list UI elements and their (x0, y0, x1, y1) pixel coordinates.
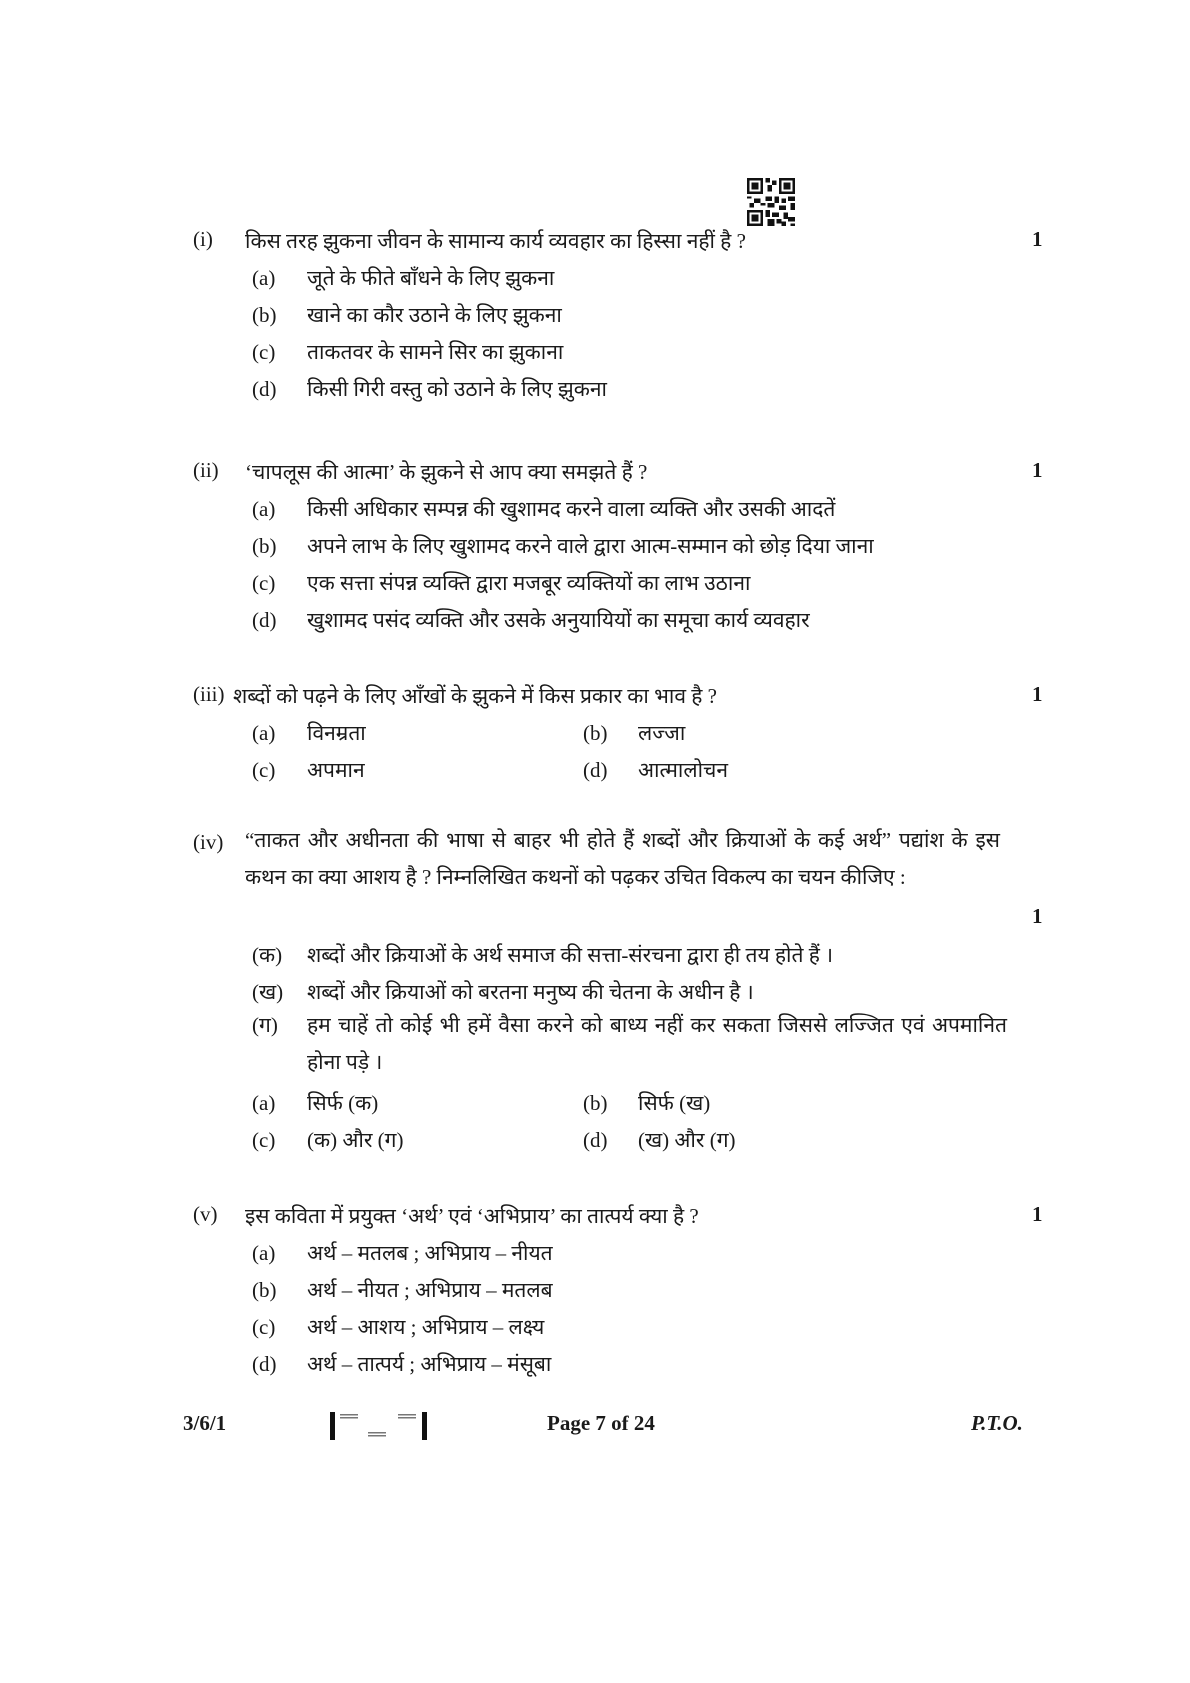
option-text: अर्थ – मतलब ; अभिप्राय – नीयत (307, 1241, 553, 1265)
marks: 1 (1032, 904, 1043, 928)
option-c (252, 1126, 404, 1154)
question-text: शब्दों को पढ़ने के लिए आँखों के झुकने में किस प्रकार का भाव है ? (233, 684, 717, 708)
statement-ga (252, 1007, 1007, 1081)
option-label: (c) (252, 1315, 276, 1339)
option-b (583, 719, 685, 747)
option-text: सिर्फ (ख) (638, 1091, 711, 1115)
option-c (252, 1313, 544, 1341)
question-number: (iii) (193, 682, 225, 706)
option-label: (a) (252, 497, 276, 521)
option-text: जूते के फीते बाँधने के लिए झुकना (307, 266, 555, 290)
option-label: (b) (252, 303, 277, 327)
option-text: खुशामद पसंद व्यक्ति और उसके अनुयायियों का समूचा कार्य व्यवहार (307, 608, 810, 632)
option-text: अपने लाभ के लिए खुशामद करने वाले द्वारा आत्म-सम्मान को छोड़ दिया जाना (307, 534, 874, 558)
option-label: (b) (583, 1091, 608, 1115)
option-a (252, 1089, 378, 1117)
question-text: ‘चापलूस की आत्मा’ के झुकने से आप क्या समझते हैं ? (245, 460, 648, 484)
option-a (252, 264, 554, 292)
option-label: (a) (252, 1091, 276, 1115)
marks: 1 (1032, 682, 1043, 706)
option-text: खाने का कौर उठाने के लिए झुकना (307, 303, 562, 327)
option-d (252, 1350, 551, 1378)
option-label: (b) (583, 721, 608, 745)
marks: 1 (1032, 1202, 1043, 1226)
option-text: अपमान (307, 758, 365, 782)
qr-code-icon (747, 178, 795, 226)
statement-kha (252, 978, 754, 1006)
option-b (252, 1276, 553, 1304)
option-label: (d) (252, 608, 277, 632)
option-label: (b) (252, 534, 277, 558)
option-text: लज्जा (638, 721, 686, 745)
option-b (252, 301, 562, 329)
option-text: (ख) और (ग) (638, 1128, 736, 1152)
option-text: सिर्फ (क) (307, 1091, 379, 1115)
question-number: (v) (193, 1202, 218, 1226)
option-b (252, 532, 874, 560)
barcode-icon (330, 1410, 430, 1442)
option-label: (a) (252, 266, 276, 290)
option-label: (a) (252, 721, 276, 745)
option-text: आत्मालोचन (638, 758, 729, 782)
option-text: किसी गिरी वस्तु को उठाने के लिए झुकना (307, 377, 607, 401)
option-a (252, 719, 366, 747)
statement-label: (ग) (252, 1013, 278, 1037)
statement-text: हम चाहें तो कोई भी हमें वैसा करने को बाध्य नहीं कर सकता जिससे लज्जित एवं अपमानित होना पड़े । (307, 1013, 1007, 1074)
option-c (252, 756, 365, 784)
option-text: एक सत्ता संपन्न व्यक्ति द्वारा मजबूर व्यक्तियों का लाभ उठाना (307, 571, 751, 595)
question-number: (i) (193, 227, 213, 251)
option-d (252, 375, 607, 403)
option-label: (d) (252, 1352, 277, 1376)
statement-text: शब्दों और क्रियाओं के अर्थ समाज की सत्ता-संरचना द्वारा ही तय होते हैं । (307, 943, 834, 967)
question-text: किस तरह झुकना जीवन के सामान्य कार्य व्यवहार का हिस्सा नहीं है ? (245, 229, 746, 253)
option-d (252, 606, 810, 634)
option-d (583, 1126, 736, 1154)
question-number: (iv) (193, 830, 224, 854)
statement-label: (क) (252, 943, 283, 967)
pto-label: P.T.O. (971, 1411, 1023, 1435)
statement-text: शब्दों और क्रियाओं को बरतना मनुष्य की चेतना के अधीन है । (307, 980, 754, 1004)
option-label: (d) (583, 1128, 608, 1152)
option-label: (a) (252, 1241, 276, 1265)
statement-ka (252, 941, 833, 969)
option-label: (c) (252, 1128, 276, 1152)
question-text: इस कविता में प्रयुक्त ‘अर्थ’ एवं ‘अभिप्राय’ का तात्पर्य क्या है ? (245, 1204, 699, 1228)
option-text: किसी अधिकार सम्पन्न की खुशामद करने वाला व्यक्ति और उसकी आदतें (307, 497, 836, 521)
option-text: विनम्रता (307, 721, 366, 745)
option-label: (c) (252, 571, 276, 595)
option-label: (d) (252, 377, 277, 401)
marks: 1 (1032, 458, 1043, 482)
option-label: (d) (583, 758, 608, 782)
option-b (583, 1089, 710, 1117)
option-label: (c) (252, 340, 276, 364)
statement-label: (ख) (252, 980, 284, 1004)
question-number: (ii) (193, 458, 219, 482)
option-text: (क) और (ग) (307, 1128, 404, 1152)
marks: 1 (1032, 227, 1043, 251)
option-text: अर्थ – तात्पर्य ; अभिप्राय – मंसूबा (307, 1352, 552, 1376)
page-number: Page 7 of 24 (547, 1411, 655, 1435)
option-c (252, 338, 563, 366)
option-label: (c) (252, 758, 276, 782)
option-text: अर्थ – नीयत ; अभिप्राय – मतलब (307, 1278, 553, 1302)
paper-code: 3/6/1 (183, 1411, 227, 1435)
option-d (583, 756, 728, 784)
question-text: “ताकत और अधीनता की भाषा से बाहर भी होते हैं शब्दों और क्रियाओं के कई अर्थ” पद्यांश के इस कथन का क्या आशय है ? निम्नलिखित कथनों को पढ़कर उचित विकल्प का चयन कीजिए : (245, 828, 1000, 889)
option-a (252, 495, 835, 523)
option-text: ताकतवर के सामने सिर का झुकाना (307, 340, 564, 364)
option-a (252, 1239, 553, 1267)
option-c (252, 569, 750, 597)
option-label: (b) (252, 1278, 277, 1302)
option-text: अर्थ – आशय ; अभिप्राय – लक्ष्य (307, 1315, 545, 1339)
